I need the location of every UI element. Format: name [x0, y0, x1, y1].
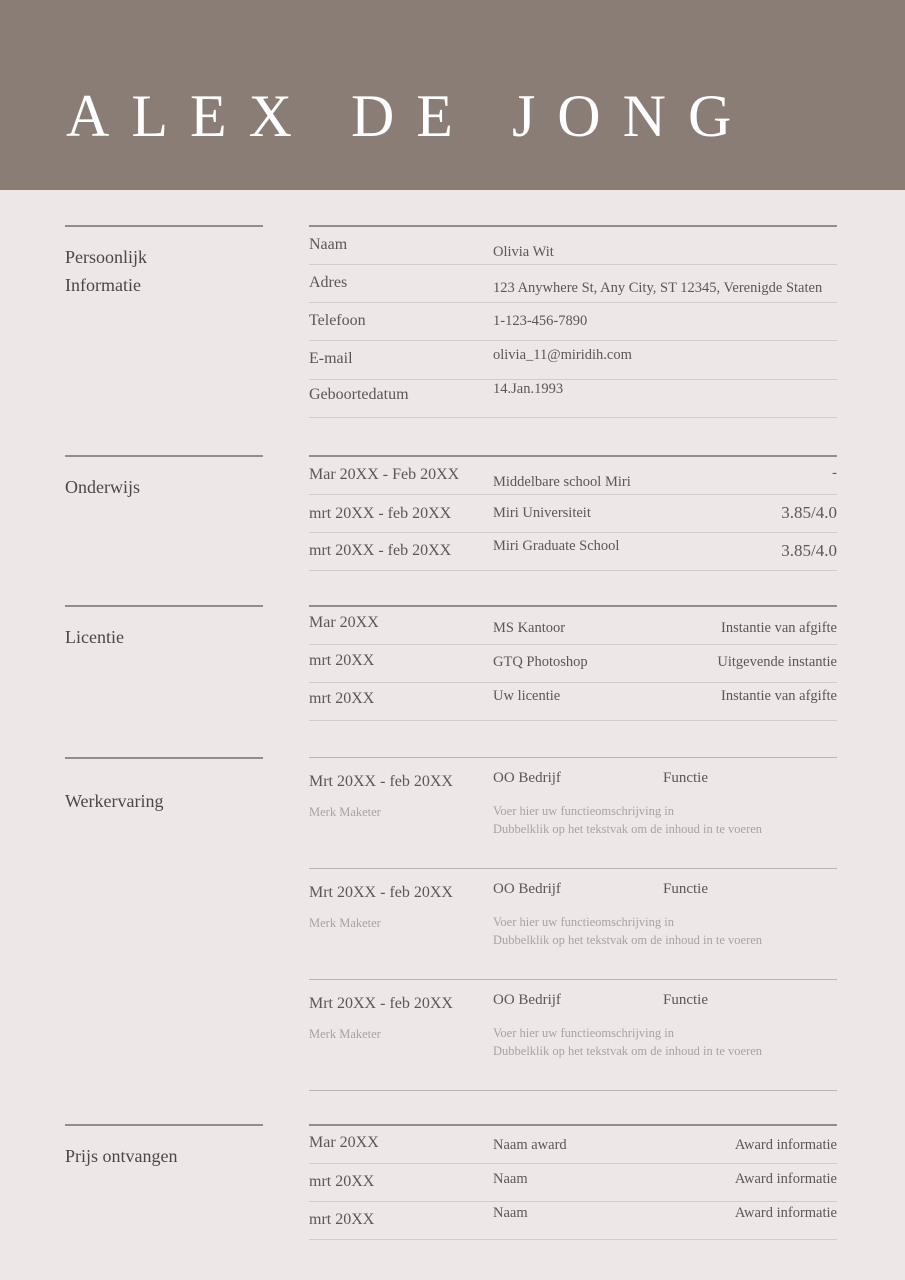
section-title: Licentie: [65, 605, 263, 651]
table-row: [309, 495, 837, 533]
role: Functie: [663, 992, 708, 1008]
field-value: 1-123-456-7890: [493, 313, 588, 329]
work-table: [309, 757, 837, 1091]
description: [493, 913, 762, 949]
description-line: Dubbelklik op het tekstvak om de inhoud in te voeren: [493, 933, 763, 947]
date: Mar 20XX: [309, 614, 379, 631]
issuer: Instantie van afgifte: [721, 620, 837, 636]
description-line: Voer hier uw functieomschrijving in: [493, 915, 674, 929]
table-row: [309, 1164, 837, 1202]
field-value: olivia_11@miridih.com: [493, 347, 632, 363]
school: Miri Universiteit: [493, 505, 591, 521]
date: mrt 20XX - feb 20XX: [309, 542, 452, 559]
field-label: E-mail: [309, 350, 353, 367]
table-row: [309, 607, 837, 645]
subtitle: Merk Maketer: [309, 916, 381, 930]
field-label: Naam: [309, 236, 348, 253]
description-line: Dubbelklik op het tekstvak om de inhoud in te voeren: [493, 1044, 763, 1058]
section-title: Onderwijs: [65, 455, 263, 501]
license-name: MS Kantoor: [493, 620, 566, 636]
table-row: [309, 533, 837, 571]
award-info: Award informatie: [734, 1205, 837, 1221]
table-row: [309, 457, 837, 495]
education-table: [309, 455, 837, 571]
date: Mrt 20XX - feb 20XX: [309, 995, 453, 1012]
resume-name: ALEX DE JONG: [66, 83, 754, 149]
description-line: Voer hier uw functieomschrijving in: [493, 804, 674, 818]
grade: -: [832, 465, 837, 481]
date: Mar 20XX - Feb 20XX: [309, 466, 460, 483]
date: mrt 20XX: [309, 1173, 375, 1190]
field-label: Telefoon: [309, 312, 366, 329]
personal-table: [309, 225, 837, 418]
description: [493, 802, 762, 838]
award-info: Award informatie: [734, 1137, 837, 1153]
role: Functie: [663, 881, 708, 897]
company: OO Bedrijf: [493, 992, 561, 1008]
table-row: [309, 265, 837, 303]
award-name: Naam award: [493, 1137, 567, 1153]
award-name: Naam: [493, 1205, 528, 1221]
subtitle: Merk Maketer: [309, 1027, 381, 1041]
school: Miri Graduate School: [493, 538, 620, 554]
description-line: Dubbelklik op het tekstvak om de inhoud in te voeren: [493, 822, 763, 836]
award-info: Award informatie: [734, 1171, 837, 1187]
role: Functie: [663, 770, 708, 786]
company: OO Bedrijf: [493, 770, 561, 786]
table-row: [309, 1126, 837, 1164]
date: mrt 20XX: [309, 652, 375, 669]
table-row: [309, 227, 837, 265]
award-name: Naam: [493, 1171, 528, 1187]
license-name: GTQ Photoshop: [493, 654, 588, 670]
section-title: Prijs ontvangen: [65, 1124, 263, 1170]
header-banner: [0, 0, 905, 190]
date: Mrt 20XX - feb 20XX: [309, 884, 453, 901]
section-title: Werkervaring: [65, 757, 263, 815]
awards-table: [309, 1124, 837, 1240]
table-row: [309, 341, 837, 380]
field-value: 14.Jan.1993: [493, 381, 564, 397]
issuer: Uitgevende instantie: [717, 654, 837, 670]
work-entry: [309, 758, 837, 869]
grade: 3.85/4.0: [781, 503, 837, 522]
description-line: Voer hier uw functieomschrijving in: [493, 1026, 674, 1040]
date: Mar 20XX: [309, 1134, 379, 1151]
field-value: 123 Anywhere St, Any City, ST 12345, Verenigde Staten: [493, 280, 823, 296]
work-entry: [309, 869, 837, 980]
field-label: Geboortedatum: [309, 386, 409, 403]
description: [493, 1024, 762, 1060]
license-table: [309, 605, 837, 721]
table-row: [309, 1202, 837, 1240]
school: Middelbare school Miri: [493, 474, 631, 490]
date: Mrt 20XX - feb 20XX: [309, 773, 453, 790]
date: mrt 20XX: [309, 690, 375, 707]
table-row: [309, 303, 837, 341]
company: OO Bedrijf: [493, 881, 561, 897]
field-label: Adres: [309, 274, 348, 291]
subtitle: Merk Maketer: [309, 805, 381, 819]
work-entry: [309, 980, 837, 1091]
table-row: [309, 645, 837, 683]
section-title: Persoonlijk Informatie: [65, 225, 263, 299]
date: mrt 20XX: [309, 1211, 375, 1228]
grade: 3.85/4.0: [781, 541, 837, 560]
license-name: Uw licentie: [493, 688, 561, 704]
issuer: Instantie van afgifte: [721, 688, 837, 704]
table-row: [309, 683, 837, 721]
date: mrt 20XX - feb 20XX: [309, 505, 452, 522]
table-row: [309, 380, 837, 418]
field-value: Olivia Wit: [493, 244, 554, 260]
